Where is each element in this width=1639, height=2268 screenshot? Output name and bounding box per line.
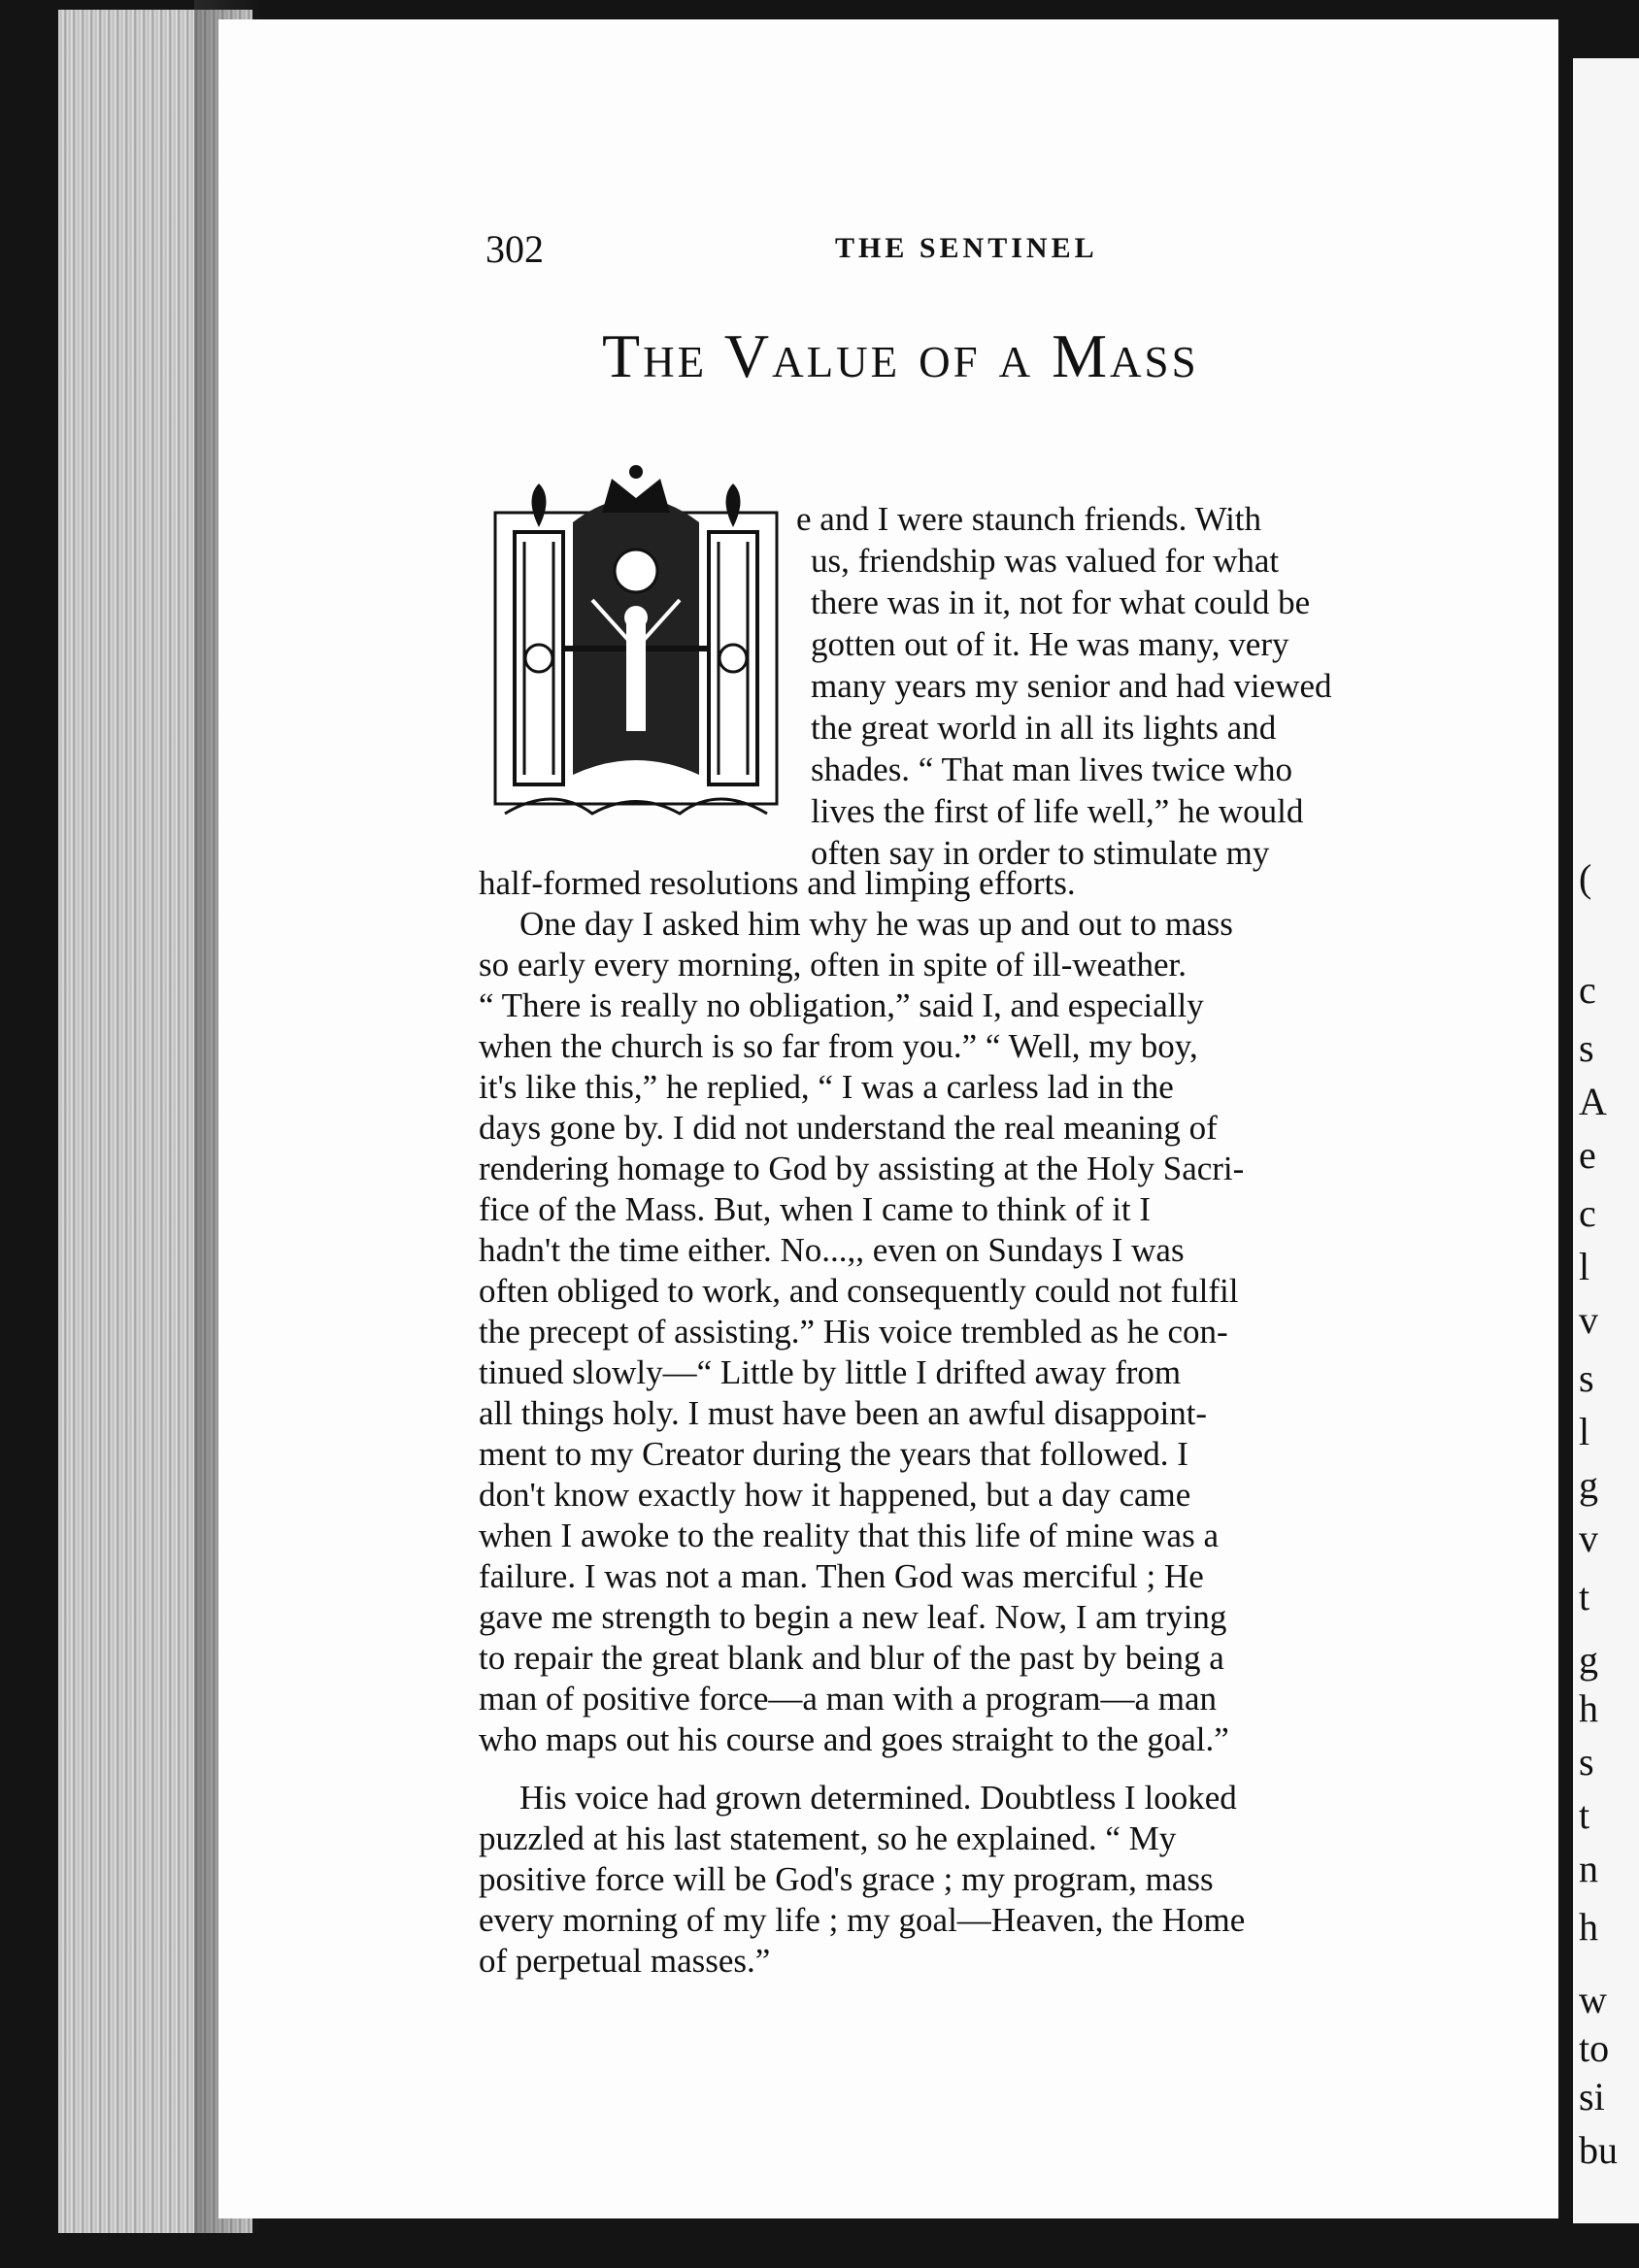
facing-page-fragment: t bbox=[1579, 1575, 1590, 1618]
running-head bbox=[485, 226, 1534, 284]
text-line: e and I were staunch friends. With bbox=[796, 500, 1262, 538]
text-line: man of positive force—a man with a program—a man bbox=[479, 1680, 1218, 1718]
facing-page-fragment: e bbox=[1579, 1133, 1596, 1177]
facing-page-fragment: s bbox=[1579, 1356, 1594, 1400]
facing-page-fragment: l bbox=[1579, 1410, 1590, 1453]
facing-page-fragment: A bbox=[1579, 1080, 1607, 1123]
facing-page-fragment: w bbox=[1579, 1978, 1607, 2021]
text-line: there was in it, not for what could be bbox=[811, 584, 1311, 621]
facing-page-edge bbox=[1573, 58, 1639, 2223]
facing-page-fragment: c bbox=[1579, 968, 1596, 1012]
journal-title: THE SENTINEL bbox=[835, 232, 1098, 264]
facing-page-fragment: t bbox=[1579, 1793, 1590, 1837]
facing-page-fragment: s bbox=[1579, 1740, 1594, 1784]
text-line: tinued slowly—“ Little by little I drifted away from bbox=[479, 1353, 1182, 1391]
facing-page-fragment: c bbox=[1579, 1191, 1596, 1235]
text-line: One day I asked him why he was up and out to mass bbox=[519, 905, 1233, 943]
text-line: it's like this,” he replied, “ I was a carless lad in the bbox=[479, 1068, 1174, 1106]
text-line: the great world in all its lights and bbox=[811, 709, 1277, 747]
text-line: when the church is so far from you.” “ Well, my boy, bbox=[479, 1027, 1198, 1065]
text-line: “ There is really no obligation,” said I, and especially bbox=[479, 986, 1204, 1024]
facing-page-fragment: h bbox=[1579, 1905, 1598, 1949]
crown-icon bbox=[602, 465, 670, 513]
text-line: gave me strength to begin a new leaf. Now, I am trying bbox=[479, 1598, 1227, 1636]
text-line: to repair the great blank and blur of the past by being a bbox=[479, 1639, 1224, 1677]
ihs-medallion-icon bbox=[615, 550, 657, 592]
text-line: His voice had grown determined. Doubtless I looked bbox=[519, 1779, 1237, 1817]
text-line: of perpetual masses.” bbox=[479, 1942, 771, 1980]
page-number: 302 bbox=[485, 227, 544, 271]
facing-page-fragment: ( bbox=[1579, 856, 1592, 900]
text-line: all things holy. I must have been an awful disappoint- bbox=[479, 1394, 1208, 1432]
facing-page-fragment: v bbox=[1579, 1517, 1598, 1560]
text-line: lives the first of life well,” he would bbox=[811, 792, 1304, 830]
facing-page-fragment: v bbox=[1579, 1298, 1598, 1342]
ornamental-drop-cap bbox=[476, 454, 796, 843]
text-line: gotten out of it. He was many, very bbox=[811, 625, 1289, 663]
facing-page-fragment: s bbox=[1579, 1026, 1594, 1070]
text-line: often obliged to work, and consequently could not fulfil bbox=[479, 1272, 1239, 1310]
text-line: so early every morning, often in spite of ill-weather. bbox=[479, 946, 1187, 984]
text-line: when I awoke to the reality that this life of mine was a bbox=[479, 1517, 1219, 1554]
text-line: the precept of assisting.” His voice trembled as he con- bbox=[479, 1313, 1228, 1351]
facing-page-fragment: si bbox=[1579, 2075, 1605, 2118]
text-line: hadn't the time either. No...,, even on Sundays I was bbox=[479, 1231, 1185, 1269]
text-line: rendering homage to God by assisting at the Holy Sacri- bbox=[479, 1150, 1245, 1187]
text-line: positive force will be God's grace ; my program, mass bbox=[479, 1860, 1214, 1898]
facing-page-fragment: l bbox=[1579, 1245, 1590, 1288]
text-line: failure. I was not a man. Then God was merciful ; He bbox=[479, 1557, 1204, 1595]
text-line: shades. “ That man lives twice who bbox=[811, 750, 1293, 788]
text-line: don't know exactly how it happened, but a day came bbox=[479, 1476, 1191, 1514]
facing-page-fragment: n bbox=[1579, 1847, 1598, 1890]
text-line: half-formed resolutions and limping efforts. bbox=[479, 864, 1076, 902]
text-line: fice of the Mass. But, when I came to think of it I bbox=[479, 1190, 1152, 1228]
text-line: us, friendship was valued for what bbox=[811, 542, 1280, 580]
facing-page-fragment: g bbox=[1579, 1638, 1598, 1682]
text-line: days gone by. I did not understand the real meaning of bbox=[479, 1109, 1218, 1147]
text-line: who maps out his course and goes straight to the goal.” bbox=[479, 1720, 1229, 1758]
facing-page-fragment: bu bbox=[1579, 2128, 1618, 2172]
facing-page-fragment: to bbox=[1579, 2026, 1610, 2070]
article-title: The Value of a Mass bbox=[602, 321, 1199, 390]
text-line: every morning of my life ; my goal—Heaven, the Home bbox=[479, 1901, 1246, 1939]
text-line: puzzled at his last statement, so he explained. “ My bbox=[479, 1819, 1177, 1857]
facing-page-fragment: g bbox=[1579, 1463, 1598, 1507]
facing-page-fragment: h bbox=[1579, 1686, 1598, 1730]
text-line: ment to my Creator during the years that followed. I bbox=[479, 1435, 1188, 1473]
text-line: many years my senior and had viewed bbox=[811, 667, 1332, 705]
text-line: often say in order to stimulate my bbox=[811, 834, 1270, 872]
